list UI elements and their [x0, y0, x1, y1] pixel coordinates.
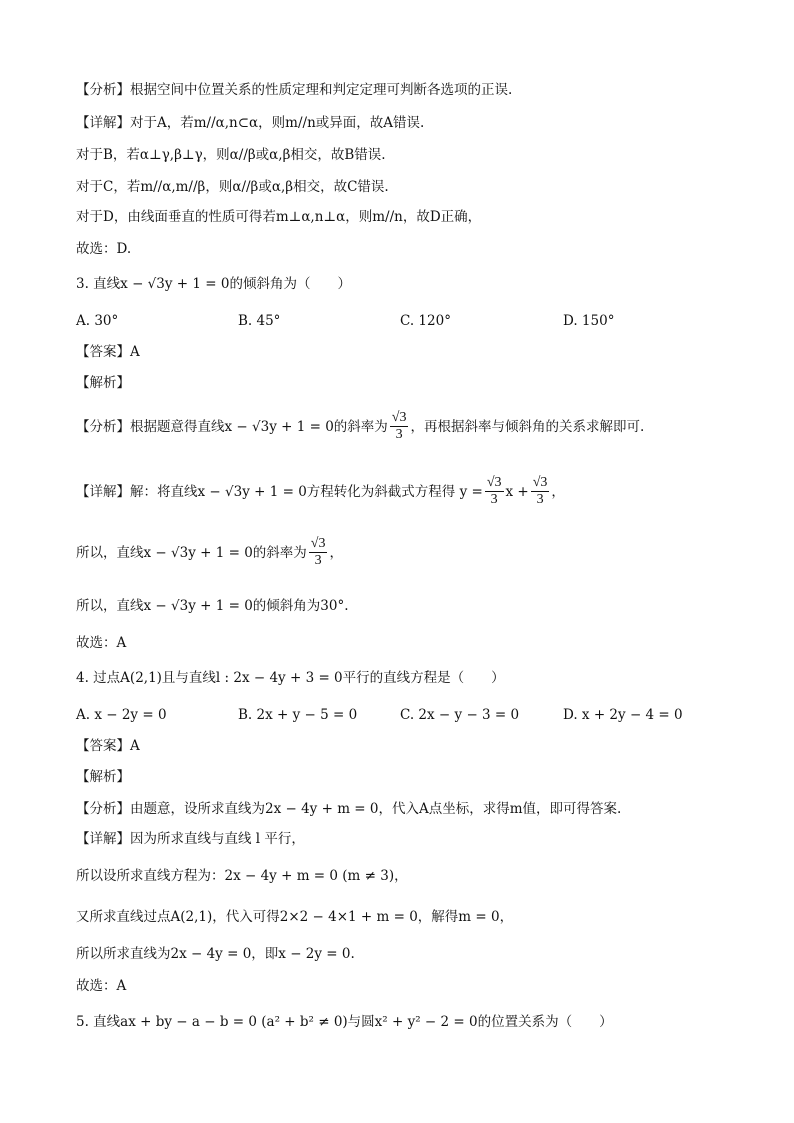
q4-stem: 4. 过点A(2,1)且与直线l : 2x − 4y + 3 = 0平行的直线方程是（ ） [76, 670, 505, 686]
fraction-numerator: √3 [391, 410, 407, 425]
q3-so-slope-text: 所以，直线x − √3y + 1 = 0的斜率为 [76, 544, 307, 561]
q4-answer: 【答案】A [76, 738, 140, 754]
q3-option-c: C. 120° [400, 313, 451, 329]
fraction-numerator: √3 [532, 475, 548, 490]
q3-option-d: D. 150° [563, 313, 615, 329]
q2-detail-a: 【详解】对于A，若m//α,n⊂α，则m//n或异面，故A错误. [76, 115, 425, 131]
q2-analysis: 【分析】根据空间中位置关系的性质定理和判定定理可判断各选项的正误. [76, 82, 513, 98]
q4-choice: 故选：A [76, 978, 127, 994]
q3-detail-text-mid: x + [505, 483, 529, 500]
q4-option-b: B. 2x + y − 5 = 0 [238, 707, 358, 723]
fraction-numerator: √3 [486, 475, 502, 490]
q4-detail-4: 所以所求直线为2x − 4y = 0，即x − 2y = 0. [76, 946, 355, 962]
q4-analysis: 【分析】由题意，设所求直线为2x − 4y + m = 0，代入A点坐标，求得m值，即可得答案. [76, 801, 622, 817]
q5-stem: 5. 直线ax + by − a − b = 0 (a² + b² ≠ 0)与圆x² + y² − 2 = 0的位置关系为（ ） [76, 1014, 613, 1030]
q3-choice: 故选：A [76, 635, 127, 651]
coefficient-fraction [485, 475, 504, 508]
q3-so-slope-end: ， [329, 544, 343, 561]
q3-stem: 3. 直线x − √3y + 1 = 0的倾斜角为（ ） [76, 276, 351, 292]
q2-detail-d: 对于D，由线面垂直的性质可得若m⊥α,n⊥α，则m//n，故D正确， [76, 209, 482, 225]
q3-detail-text-end: ， [551, 483, 565, 500]
q4-option-c: C. 2x − y − 3 = 0 [400, 707, 520, 723]
q4-option-d: D. x + 2y − 4 = 0 [563, 707, 683, 723]
q4-detail-2: 所以设所求直线方程为：2x − 4y + m = 0 (m ≠ 3)， [76, 868, 408, 884]
q3-answer: 【答案】A [76, 344, 140, 360]
q2-detail-b: 对于B，若α⊥γ,β⊥γ，则α//β或α,β相交，故B错误. [76, 147, 386, 163]
q4-option-a: A. x − 2y = 0 [76, 707, 167, 723]
q3-analysis [76, 410, 644, 443]
fraction-denominator: 3 [536, 492, 544, 507]
fraction-denominator: 3 [490, 492, 498, 507]
q3-analysis-text-a: 【分析】根据题意得直线x − √3y + 1 = 0的斜率为 [76, 418, 388, 435]
q3-detail-text-a: 【详解】解：将直线x − √3y + 1 = 0方程转化为斜截式方程得 y = [76, 483, 483, 500]
q3-so-angle: 所以，直线x − √3y + 1 = 0的倾斜角为30°. [76, 598, 349, 614]
q3-option-a: A. 30° [76, 313, 119, 329]
q3-analysis-heading: 【解析】 [76, 375, 130, 391]
q2-choice: 故选：D. [76, 241, 132, 257]
intercept-fraction [531, 475, 550, 508]
fraction-denominator: 3 [314, 553, 322, 568]
fraction-numerator: √3 [310, 536, 326, 551]
q4-analysis-heading: 【解析】 [76, 769, 130, 785]
q3-analysis-text-b: ，再根据斜率与倾斜角的关系求解即可. [410, 418, 645, 435]
slope-fraction [390, 410, 409, 443]
q3-so-slope [76, 536, 343, 569]
q4-detail-3: 又所求直线过点A(2,1)，代入可得2×2 − 4×1 + m = 0，解得m = 0， [76, 909, 514, 925]
q4-detail-1: 【详解】因为所求直线与直线 l 平行， [76, 831, 305, 847]
fraction-denominator: 3 [395, 427, 403, 442]
q3-detail [76, 475, 565, 508]
q3-option-b: B. 45° [238, 313, 281, 329]
q2-detail-c: 对于C，若m//α,m//β，则α//β或α,β相交，故C错误. [76, 179, 389, 195]
slope-fraction [309, 536, 328, 569]
